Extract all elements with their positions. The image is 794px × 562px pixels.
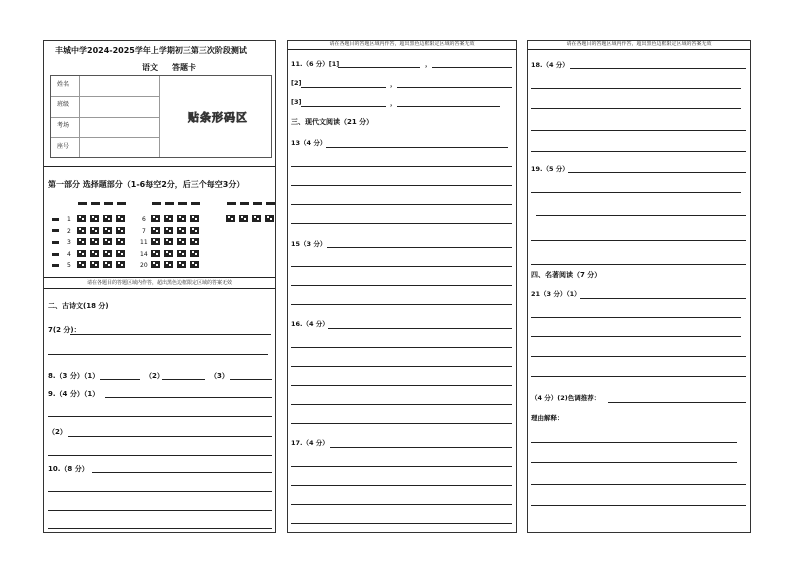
comma: ， xyxy=(390,99,397,107)
q15-label: 15（3 分） xyxy=(291,240,327,248)
choice-number: 14 xyxy=(140,251,148,258)
q11-label: 11.（6 分）[1] xyxy=(291,60,340,68)
answer-bubble[interactable] xyxy=(77,215,86,222)
answer-bubble[interactable] xyxy=(164,227,173,234)
choice-number: 7 xyxy=(142,228,146,235)
answer-bubble[interactable] xyxy=(90,250,99,257)
answer-bubble[interactable] xyxy=(151,227,160,234)
answer-bubble[interactable] xyxy=(252,215,261,222)
answer-bubble[interactable] xyxy=(164,215,173,222)
choice-number: 20 xyxy=(140,262,148,269)
right-column-panel xyxy=(527,40,751,533)
answer-bubble[interactable] xyxy=(177,227,186,234)
q11-part2-label: [2] xyxy=(291,79,302,87)
answer-bubble[interactable] xyxy=(116,261,125,268)
answer-bubble[interactable] xyxy=(190,261,199,268)
answer-bubble[interactable] xyxy=(77,261,86,268)
answer-bubble[interactable] xyxy=(116,238,125,245)
answer-bubble[interactable] xyxy=(164,250,173,257)
answer-bubble[interactable] xyxy=(190,238,199,245)
answer-bubble[interactable] xyxy=(116,215,125,222)
middle-column-panel xyxy=(287,40,517,533)
comma: ， xyxy=(390,80,397,88)
exam-room-label: 考场 xyxy=(57,122,70,129)
q18-label: 18.（4 分） xyxy=(531,61,569,69)
answer-bubble[interactable] xyxy=(164,238,173,245)
seat-number-label: 座号 xyxy=(57,143,70,150)
section2-title: 二、古诗文(18 分) xyxy=(48,302,109,310)
q21-label: 21（3 分）（1） xyxy=(531,290,581,298)
q9-part2-label: （2） xyxy=(48,428,67,436)
subject-label: 语文 xyxy=(142,63,158,72)
answer-bubble[interactable] xyxy=(151,261,160,268)
reason-label: 理由解释： xyxy=(531,414,564,422)
class-label: 班级 xyxy=(57,101,70,108)
divider xyxy=(44,277,275,278)
answer-bubble[interactable] xyxy=(239,215,248,222)
answer-bubble[interactable] xyxy=(103,238,112,245)
answer-bubble[interactable] xyxy=(177,238,186,245)
answer-bubble[interactable] xyxy=(190,215,199,222)
choice-number: 2 xyxy=(67,228,71,235)
notice-text: 请在各题目的答题区域内作答，超出黑色边框限定区域的答案无效 xyxy=(566,41,712,47)
comma: ， xyxy=(425,60,432,68)
answer-bubble[interactable] xyxy=(190,227,199,234)
q7-label: 7(2 分)： xyxy=(48,326,81,334)
answer-bubble[interactable] xyxy=(151,250,160,257)
answer-bubble[interactable] xyxy=(164,261,173,268)
card-type-label: 答题卡 xyxy=(172,63,196,72)
answer-bubble[interactable] xyxy=(116,227,125,234)
divider xyxy=(44,166,275,167)
exam-title: 丰城中学2024-2025学年上学期初三第三次阶段测试 xyxy=(55,46,247,55)
answer-bubble[interactable] xyxy=(190,250,199,257)
q8-part2-label: （2） xyxy=(145,372,164,380)
answer-bubble[interactable] xyxy=(177,261,186,268)
choice-number: 3 xyxy=(67,239,71,246)
notice-text: 请在各题目的答题区域内作答，超出黑色边框限定区域的答案无效 xyxy=(86,280,232,286)
choice-number: 5 xyxy=(67,262,71,269)
answer-bubble[interactable] xyxy=(116,250,125,257)
answer-bubble[interactable] xyxy=(177,215,186,222)
answer-bubble[interactable] xyxy=(77,227,86,234)
choice-number: 1 xyxy=(67,216,71,223)
choice-number: 4 xyxy=(67,251,71,258)
answer-bubble[interactable] xyxy=(90,215,99,222)
answer-bubble[interactable] xyxy=(151,238,160,245)
part1-title: 第一部分 选择题部分（1-6每空2分，后三个每空3分） xyxy=(48,180,245,189)
barcode-area: 贴条形码区 xyxy=(188,111,248,124)
choice-number: 6 xyxy=(142,216,146,223)
answer-bubble[interactable] xyxy=(90,261,99,268)
choice-number: 11 xyxy=(140,239,148,246)
section3-title: 三、现代文阅读（21 分） xyxy=(291,118,374,126)
answer-bubble[interactable] xyxy=(103,215,112,222)
answer-bubble[interactable] xyxy=(103,250,112,257)
q21-part2-label: （4 分）(2)色调推荐： xyxy=(531,394,601,402)
answer-bubble[interactable] xyxy=(77,238,86,245)
answer-bubble[interactable] xyxy=(177,250,186,257)
q13-label: 13（4 分） xyxy=(291,139,327,147)
answer-bubble[interactable] xyxy=(90,227,99,234)
section4-title: 四、名著阅读（7 分） xyxy=(531,271,602,279)
answer-bubble[interactable] xyxy=(226,215,235,222)
answer-bubble[interactable] xyxy=(151,215,160,222)
q19-label: 19.（5 分） xyxy=(531,165,569,173)
notice-text: 请在各题目的答题区域内作答，超出黑色边框限定区域的答案无效 xyxy=(329,41,475,47)
answer-bubble[interactable] xyxy=(265,215,274,222)
q8-part3-label: （3） xyxy=(210,372,229,380)
answer-bubble[interactable] xyxy=(103,261,112,268)
answer-bubble[interactable] xyxy=(90,238,99,245)
q10-label: 10.（8 分） xyxy=(48,465,89,473)
divider xyxy=(44,288,275,289)
answer-bubble[interactable] xyxy=(77,250,86,257)
q8-label: 8.（3 分）（1） xyxy=(48,372,100,380)
q17-label: 17.（4 分） xyxy=(291,439,329,447)
q16-label: 16.（4 分） xyxy=(291,320,329,328)
answer-bubble[interactable] xyxy=(103,227,112,234)
name-label: 姓名 xyxy=(57,81,70,88)
q11-part3-label: [3] xyxy=(291,98,302,106)
q9-label: 9.（4 分）（1） xyxy=(48,390,100,398)
